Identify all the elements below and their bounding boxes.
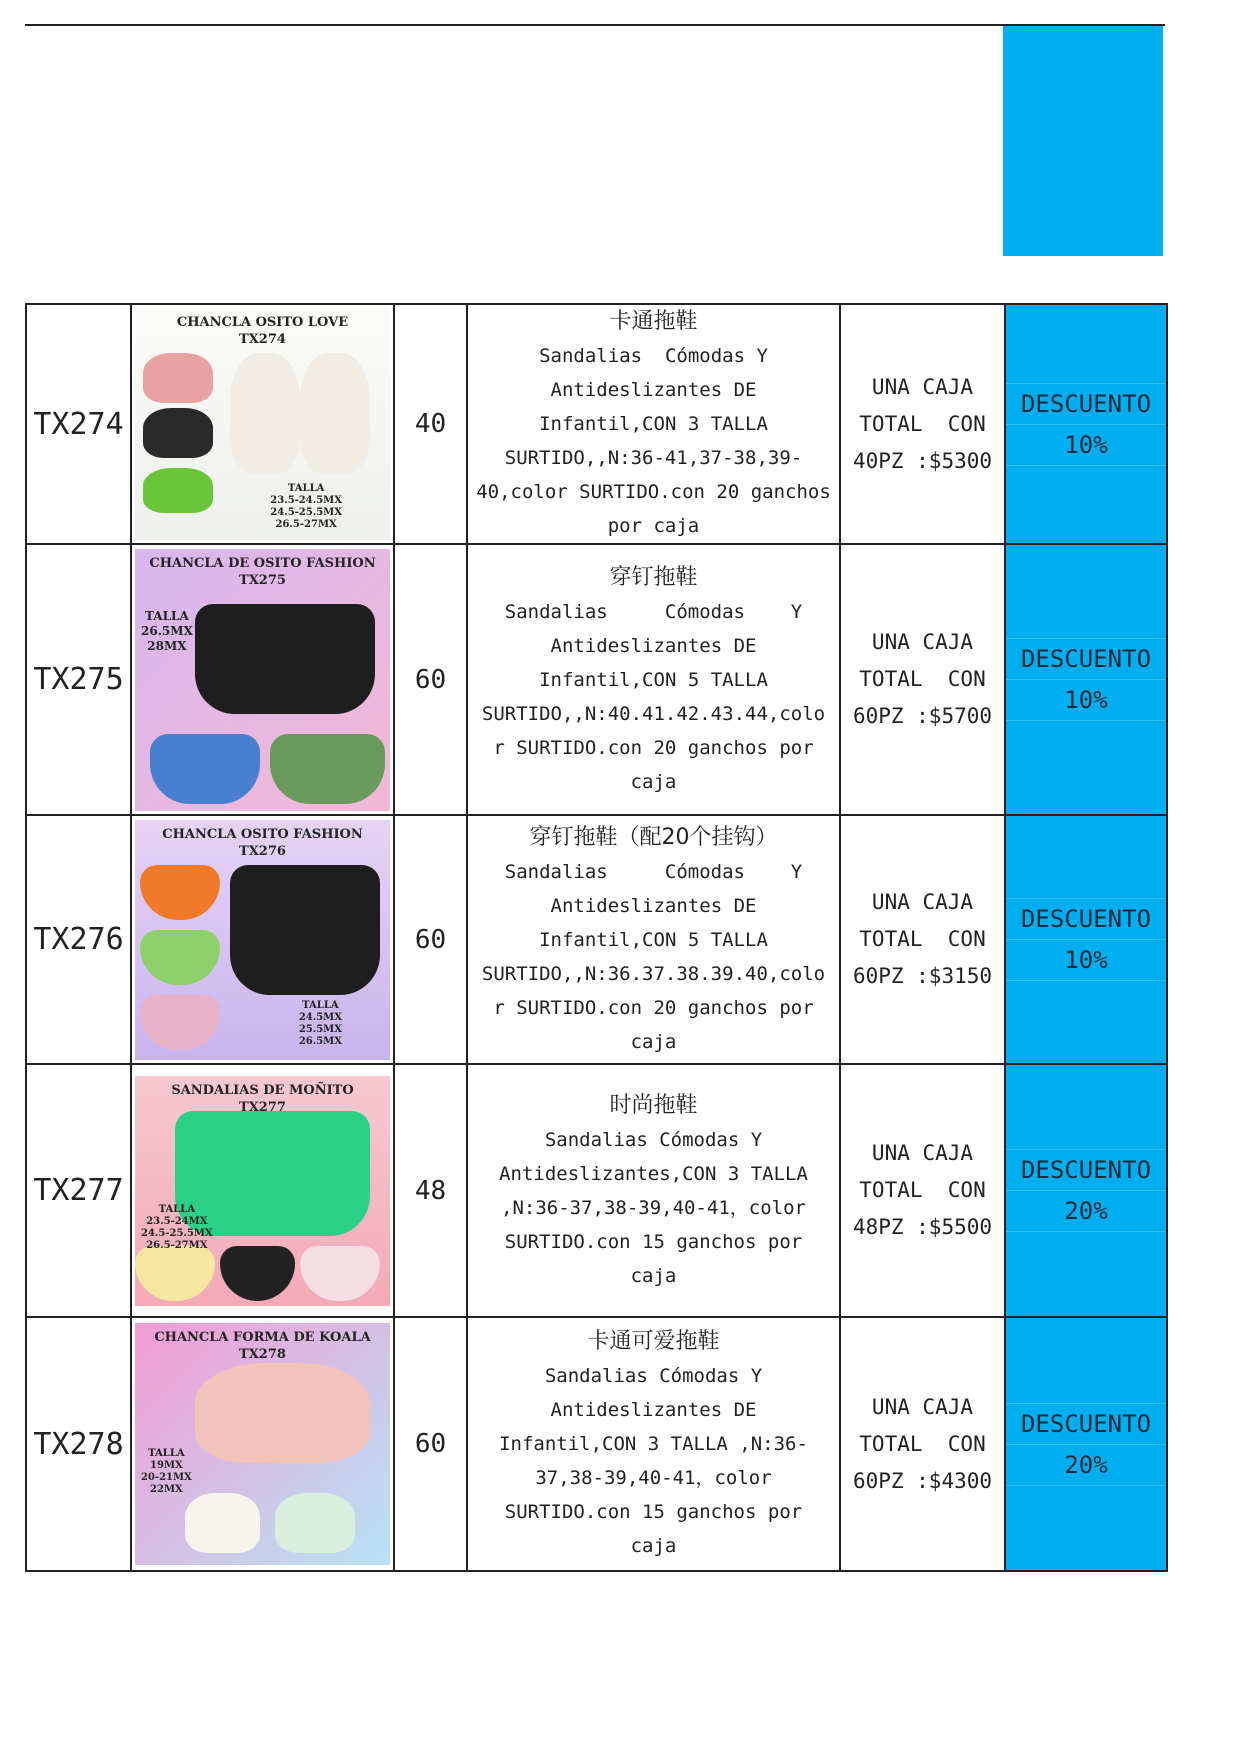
image-size-line: TALLA: [302, 999, 339, 1011]
price-line: TOTAL CON: [859, 927, 986, 951]
description-line: Antideslizantes DE: [550, 634, 757, 657]
price-line: UNA CAJA: [871, 890, 974, 914]
product-price: [840, 815, 1005, 1064]
image-title: [135, 555, 390, 589]
description-line: Antideslizantes DE: [550, 1399, 757, 1421]
description-line: r SURTIDO.con 20 ganchos por: [493, 996, 814, 1019]
image-size-line: 24.5MX: [298, 1011, 342, 1023]
product-quantity: 48: [394, 1064, 467, 1317]
discount-box: [1006, 898, 1166, 981]
image-size-line: 25.5MX: [298, 1023, 342, 1035]
description-line: Sandalias Cómodas Y: [544, 1365, 763, 1387]
product-row: [26, 304, 1167, 544]
shoe-illustration: [300, 353, 370, 473]
description-line: Sandalias Cómodas Y: [504, 860, 803, 883]
image-size-line: 26.5MX: [298, 1035, 342, 1047]
product-code: TX274: [26, 304, 131, 544]
description-line: por caja: [607, 515, 700, 537]
description-line: 37,38-39,40-41，color: [535, 1467, 772, 1489]
shoe-illustration: [230, 865, 380, 995]
image-size-line: TALLA: [287, 483, 325, 494]
product-discount: [1005, 304, 1167, 544]
product-quantity: 60: [394, 544, 467, 815]
product-description: [467, 1317, 840, 1571]
product-discount: [1005, 1317, 1167, 1571]
product-image-cell: [131, 304, 394, 544]
discount-label: DESCUENTO: [1006, 638, 1166, 680]
image-title-line: TX278: [239, 1347, 286, 1362]
product-image-cell: [131, 544, 394, 815]
description-line: caja: [630, 770, 677, 793]
price-line: 60PZ :$5700: [852, 704, 993, 728]
product-quantity: 40: [394, 304, 467, 544]
description-line: SURTIDO.con 15 ganchos por: [504, 1230, 803, 1253]
shoe-illustration: [195, 1363, 370, 1463]
description-line: Sandalias Cómodas Y: [539, 345, 768, 367]
shoe-illustration: [140, 930, 220, 985]
product-code: TX276: [26, 815, 131, 1064]
image-size-line: 23.5-24MX: [146, 1215, 208, 1227]
image-title: [135, 826, 390, 860]
product-image: [135, 308, 390, 540]
description-line: caja: [630, 1030, 677, 1053]
image-title-line: CHANCLA OSITO LOVE: [176, 315, 349, 330]
product-quantity: 60: [394, 1317, 467, 1571]
discount-value: 10%: [1006, 940, 1166, 981]
image-title-line: CHANCLA FORMA DE KOALA: [154, 1330, 371, 1345]
product-price: [840, 1317, 1005, 1571]
product-image-cell: [131, 1317, 394, 1571]
product-discount: [1005, 1064, 1167, 1317]
discount-value: 20%: [1006, 1445, 1166, 1486]
product-description: [467, 544, 840, 815]
product-description: [467, 815, 840, 1064]
description-line: Infantil,CON 5 TALLA: [539, 668, 768, 691]
price-line: UNA CAJA: [871, 1394, 974, 1419]
price-line: TOTAL CON: [859, 667, 986, 691]
shoe-illustration: [143, 408, 213, 458]
product-price: [840, 304, 1005, 544]
image-size-line: TALLA: [158, 1203, 196, 1215]
price-line: TOTAL CON: [859, 411, 986, 436]
discount-label: DESCUENTO: [1006, 1403, 1166, 1445]
image-title: [135, 1082, 390, 1116]
description-line: caja: [630, 1535, 677, 1557]
image-size-line: 26.5-27MX: [275, 519, 337, 530]
price-line: TOTAL CON: [859, 1431, 986, 1456]
image-size-line: 24.5-25.5MX: [141, 1227, 213, 1239]
image-size-line: 28MX: [147, 638, 187, 653]
image-title-line: TX275: [239, 572, 286, 588]
discount-value: 10%: [1006, 680, 1166, 721]
product-image: [135, 1323, 390, 1565]
image-title-line: CHANCLA DE OSITO FASHION: [149, 555, 376, 571]
description-line: Antideslizantes,CON 3 TALLA: [499, 1162, 808, 1185]
description-line: Infantil,CON 3 TALLA ,N:36-: [499, 1433, 808, 1455]
product-code: TX275: [26, 544, 131, 815]
product-row: [26, 1317, 1167, 1571]
product-code: TX277: [26, 1064, 131, 1317]
price-line: UNA CAJA: [871, 374, 974, 399]
shoe-illustration: [140, 865, 220, 920]
price-line: TOTAL CON: [859, 1178, 986, 1202]
image-title: [135, 1329, 390, 1363]
image-size-label: [270, 483, 342, 531]
description-line: ,N:36-37,38-39,40-41，color: [501, 1196, 806, 1219]
product-image: [135, 820, 390, 1060]
price-line: 60PZ :$4300: [852, 1468, 993, 1493]
discount-box: [1006, 383, 1166, 466]
image-size-line: 19MX: [150, 1460, 183, 1471]
header-accent-block: [1003, 26, 1163, 256]
shoe-illustration: [143, 468, 213, 513]
discount-label: DESCUENTO: [1006, 1149, 1166, 1191]
shoe-illustration: [220, 1246, 295, 1301]
product-image-cell: [131, 815, 394, 1064]
shoe-illustration: [300, 1246, 380, 1301]
product-row: [26, 815, 1167, 1064]
discount-box: [1006, 638, 1166, 721]
description-chinese: 时尚拖鞋: [609, 1092, 698, 1118]
discount-label: DESCUENTO: [1006, 898, 1166, 940]
description-line: 40,color SURTIDO.con 20 ganchos: [476, 481, 831, 503]
shoe-illustration: [143, 353, 213, 403]
image-size-line: 26.5-27MX: [146, 1239, 208, 1251]
discount-box: [1006, 1403, 1166, 1486]
image-size-line: 23.5-24.5MX: [270, 495, 342, 506]
description-line: SURTIDO,,N:36-41,37-38,39-: [504, 447, 803, 469]
image-title: [135, 314, 390, 348]
price-line: UNA CAJA: [871, 630, 974, 654]
shoe-illustration: [150, 734, 260, 804]
description-line: SURTIDO,,N:40.41.42.43.44,colo: [481, 702, 826, 725]
description-line: Antideslizantes DE: [550, 379, 757, 401]
product-description: [467, 1064, 840, 1317]
image-title-line: CHANCLA OSITO FASHION: [162, 826, 363, 842]
image-size-line: TALLA: [145, 608, 189, 623]
shoe-illustration: [195, 604, 375, 714]
product-row: [26, 1064, 1167, 1317]
shoe-illustration: [135, 1246, 215, 1301]
product-code: TX278: [26, 1317, 131, 1571]
product-image-cell: [131, 1064, 394, 1317]
description-chinese: 卡通拖鞋: [609, 309, 698, 334]
product-discount: [1005, 544, 1167, 815]
description-line: Infantil,CON 5 TALLA: [539, 928, 768, 951]
description-chinese: 卡通可爱拖鞋: [587, 1329, 720, 1354]
description-line: caja: [630, 1264, 677, 1287]
product-image: [135, 549, 390, 811]
image-size-line: TALLA: [148, 1448, 185, 1459]
price-line: UNA CAJA: [871, 1141, 974, 1165]
product-price: [840, 1064, 1005, 1317]
shoe-illustration: [270, 734, 385, 804]
price-line: 48PZ :$5500: [852, 1215, 993, 1239]
image-size-line: 20-21MX: [141, 1472, 192, 1483]
image-size-line: 24.5-25.5MX: [270, 507, 342, 518]
description-line: SURTIDO,,N:36.37.38.39.40,colo: [481, 962, 826, 985]
shoe-illustration: [185, 1493, 260, 1553]
description-line: SURTIDO.con 15 ganchos por: [504, 1501, 803, 1523]
discount-label: DESCUENTO: [1006, 383, 1166, 425]
product-row: [26, 544, 1167, 815]
description-line: Antideslizantes DE: [550, 894, 757, 917]
product-table: [25, 303, 1168, 1572]
image-title-line: TX276: [239, 843, 286, 859]
description-chinese: 穿钉拖鞋: [609, 564, 698, 590]
price-line: 60PZ :$3150: [852, 964, 993, 988]
product-discount: [1005, 815, 1167, 1064]
discount-value: 20%: [1006, 1191, 1166, 1232]
image-size-line: 22MX: [150, 1484, 183, 1495]
description-line: r SURTIDO.con 20 ganchos por: [493, 736, 814, 759]
product-image: [135, 1076, 390, 1306]
image-size-label: [141, 609, 193, 654]
image-size-line: 26.5MX: [141, 623, 193, 638]
image-size-label: [141, 1448, 192, 1496]
product-description: [467, 304, 840, 544]
product-quantity: 60: [394, 815, 467, 1064]
image-size-label: [299, 1000, 342, 1048]
shoe-illustration: [275, 1493, 355, 1553]
shoe-illustration: [140, 995, 220, 1050]
description-line: Sandalias Cómodas Y: [504, 600, 803, 623]
price-line: 40PZ :$5300: [852, 448, 993, 473]
description-chinese: 穿钉拖鞋（配20个挂钩）: [529, 824, 778, 850]
image-title-line: TX277: [239, 1099, 286, 1115]
discount-box: [1006, 1149, 1166, 1232]
description-line: Sandalias Cómodas Y: [544, 1128, 763, 1151]
shoe-illustration: [230, 353, 300, 473]
image-title-line: TX274: [239, 332, 286, 347]
product-price: [840, 544, 1005, 815]
image-size-label: [141, 1204, 213, 1252]
description-line: Infantil,CON 3 TALLA: [539, 413, 768, 435]
discount-value: 10%: [1006, 425, 1166, 466]
header-rule: [25, 24, 1165, 26]
image-title-line: SANDALIAS DE MOÑITO: [171, 1082, 354, 1098]
